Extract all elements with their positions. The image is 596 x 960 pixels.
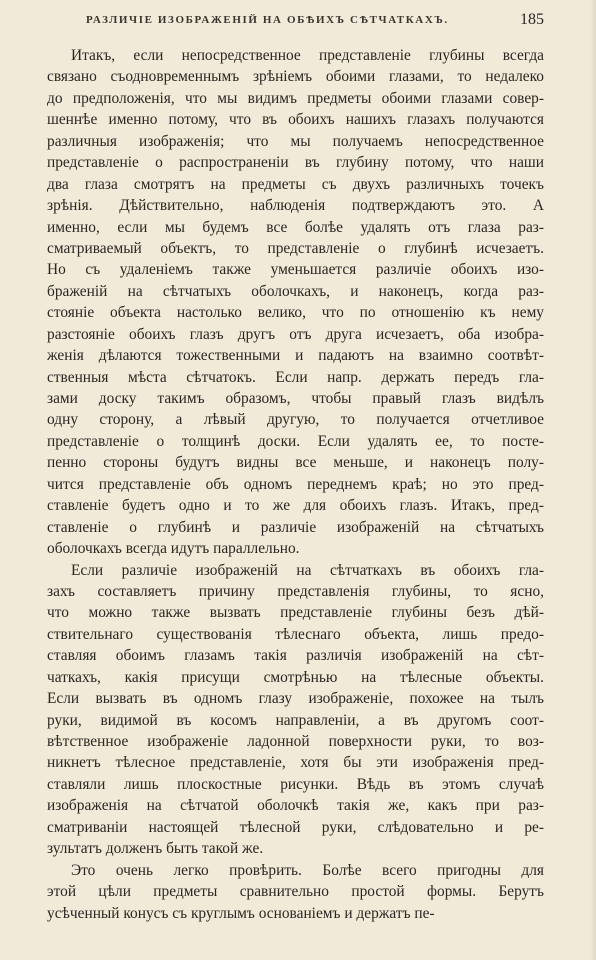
text-line: захъ составляетъ причину представленія глубины, то ясно, [47,582,544,600]
text-line: изображенія на сѣтчатой оболочкѣ такія же, какъ при раз- [47,797,544,815]
text-line: зами доску такимъ образомъ, чтобы правый глазъ видѣлъ [47,390,544,407]
text-line: никнетъ тѣлесное представленіе, хотя бы эти изображенія пред- [47,754,544,772]
text-line: ставляли лишь плоскостные рисунки. Вѣдь въ этомъ случаѣ [47,775,544,793]
text-line: представленіе о распространеніи въ глубину потому, что наши [47,154,544,172]
text-line: руки, видимой въ косомъ направленіи, а въ другомъ соот- [47,711,544,729]
page-number: 185 [520,11,544,28]
body-text [47,45,544,924]
text-line: Если вызвать въ одномъ глазу изображеніе, похожее на тылъ [47,690,544,708]
text-line: ственныя мѣста сѣтчатокъ. Если напр. держать передъ гла- [47,368,544,386]
text-line: шеннѣе именно потому, что въ обоихъ нашихъ глазахъ получаются [47,111,544,129]
text-line: оболочкахъ всегда идутъ параллельно. [47,540,300,558]
text-line: усѣченный конусъ съ круглымъ основаніемъ и держатъ пе- [47,904,435,922]
text-line: Это очень легко провѣрить. Болѣе всего пригодны для [71,861,544,879]
text-line: Итакъ, если непосредственное представленіе глубины всегда [71,47,544,64]
running-header [58,10,544,32]
text-line: ствительнаго существованія тѣлеснаго объекта, лишь предо- [47,625,544,643]
text-line: различныя изображенія; что мы получаемъ непосредственное [47,132,544,150]
text-line: что можно также вызвать представленіе глубины безъ дѣй- [47,604,544,622]
text-line: браженій на сѣтчатыхъ оболочкахъ, и наконецъ, когда раз- [47,282,544,300]
text-line: стояніе объекта настолько велико, что по отношенію къ нему [47,304,544,322]
paragraph [47,45,544,560]
paragraph [47,860,544,924]
paper-edge-shadow [590,0,596,960]
text-line: ставленіе о глубинѣ и различіе изображеній на сѣтчатыхъ [47,518,544,536]
text-line: связано съодновременнымъ зрѣніемъ обоими глазами, то недалеко [47,68,544,86]
text-line: до предположенія, что мы видимъ предметы обоими глазами совер- [47,89,544,107]
text-line: этой цѣли предметы сравнительно простой формы. Берутъ [47,883,544,901]
text-line: женія дѣлаются тожественными и падаютъ на взаимно соотвѣт- [47,347,544,365]
text-line: представленіе о толщинѣ доски. Если удалять ее, то посте- [47,432,544,450]
running-title: РАЗЛИЧІЕ ИЗОБРАЖЕНІЙ НА ОБѢИХЪ СѢТЧАТКАХЪ. [86,14,449,26]
text-line: зультатъ долженъ быть такой же. [47,840,264,858]
paragraph [47,560,544,860]
text-line: одну сторону, а лѣвый другую, то получается отчетливое [47,411,544,429]
text-line: чится представленіе объ одномъ переднемъ краѣ; но это пред- [47,475,544,493]
text-line: Но съ удаленіемъ также уменьшается различіе обоихъ изо- [47,261,544,279]
text-line: именно, если мы будемъ все болѣе удалять отъ глаза раз- [47,218,544,236]
text-line: вѣтственное изображеніе ладонной поверхности руки, то воз- [47,733,544,750]
text-line: сматриваемый объектъ, то представленіе о глубинѣ исчезаетъ. [47,239,544,257]
text-line: пенно стороны будутъ видны все меньше, и наконецъ полу- [47,454,544,472]
text-line: разстояніе обоихъ глазъ другъ отъ друга исчезаетъ, оба изобра- [47,325,544,343]
text-line: ставленіе будетъ одно и то же для обоихъ глазъ. Итакъ, пред- [47,497,544,515]
text-line: два глаза смотрятъ на предметы съ двухъ различныхъ точекъ [47,175,544,193]
text-line: ставляя обоимъ глазамъ такія различія изображеній на сѣт- [47,647,544,665]
text-line: сматриваніи настоящей тѣлесной руки, слѣдовательно и ре- [47,818,544,836]
text-line: зрѣнія. Дѣйствительно, наблюденія подтверждаютъ это. А [47,197,544,215]
text-line: Если различіе изображеній на сѣтчаткахъ въ обоихъ гла- [71,561,544,579]
text-line: чаткахъ, какія присущи смотрѣнью на тѣлесные объекты. [47,668,544,686]
